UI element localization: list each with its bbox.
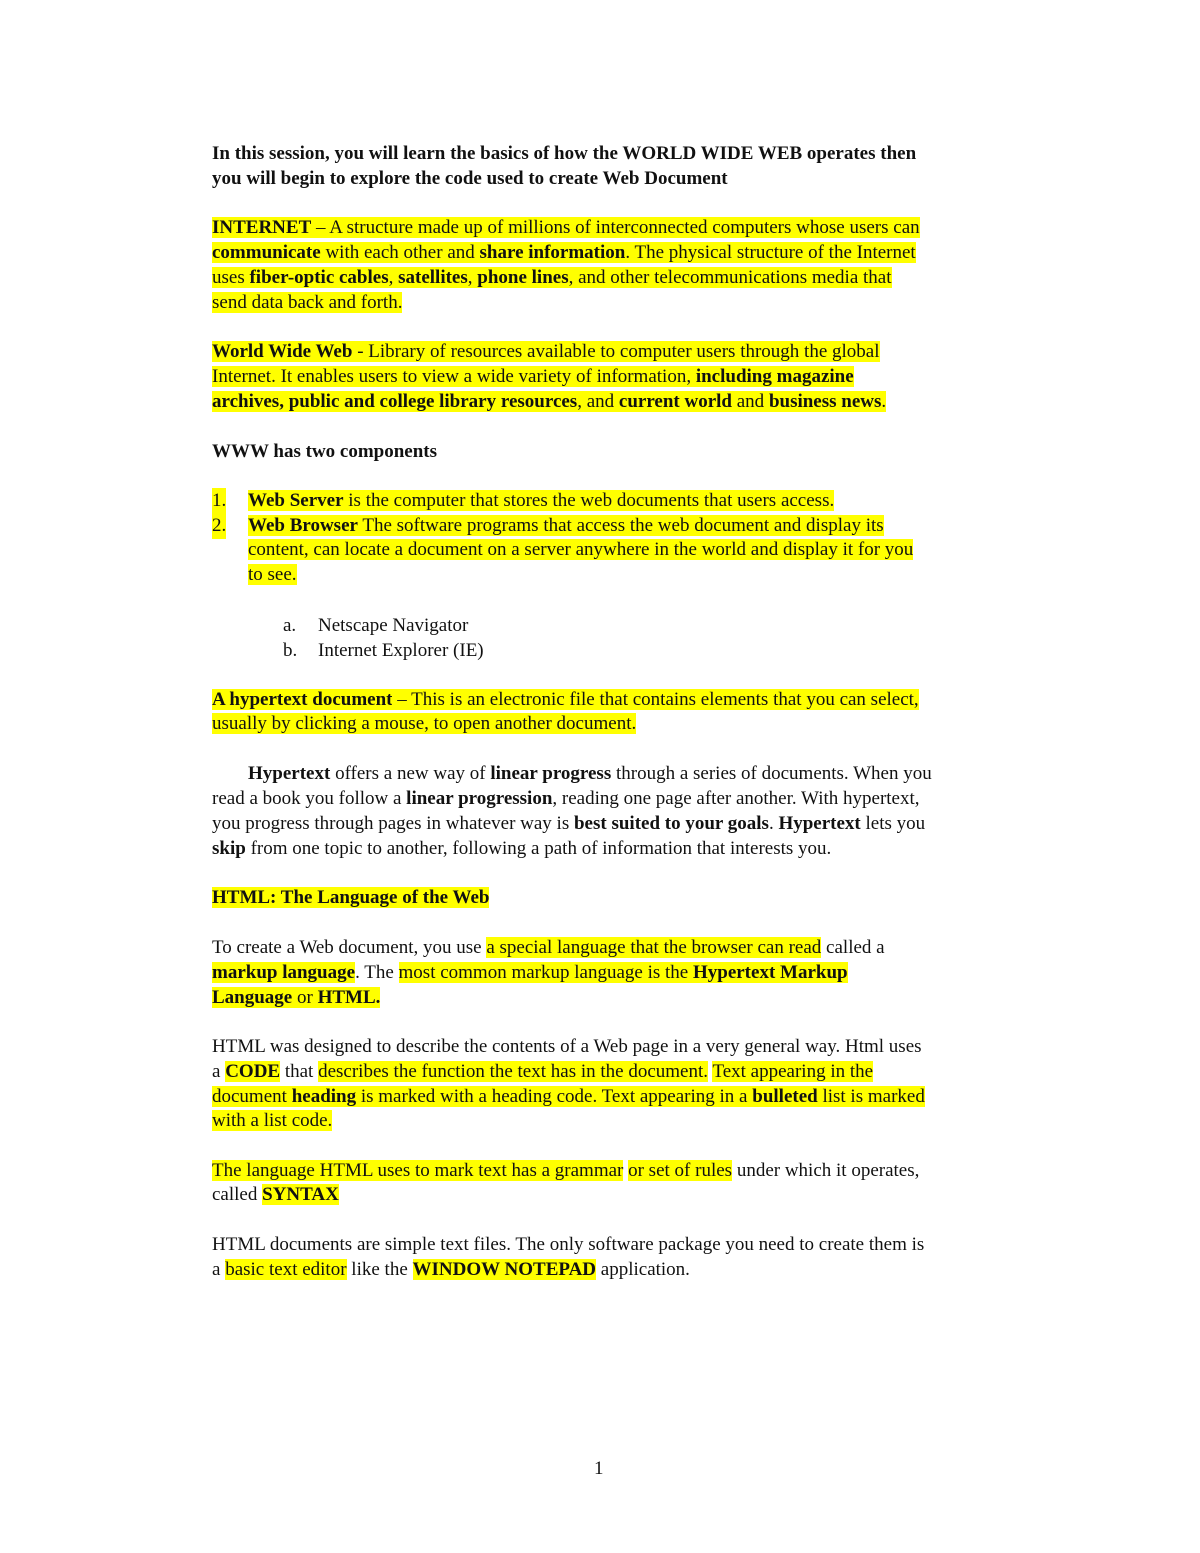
highlighted-text: usually by clicking a mouse, to open another document. xyxy=(212,713,637,734)
syntax-paragraph-line xyxy=(212,1158,919,1184)
list-marker: b. xyxy=(283,640,298,661)
intro-title-line xyxy=(212,166,728,192)
www-definition-line xyxy=(212,389,886,415)
highlighted-text: describes the function the text has in the document. xyxy=(318,1061,709,1082)
highlighted-text: The software programs that access the web document and display its xyxy=(357,515,884,536)
highlighted-text: is marked with a heading code. Text appearing in a xyxy=(356,1086,753,1107)
highlighted-text: HTML: The Language of the Web xyxy=(212,887,490,908)
highlighted-text: , xyxy=(467,267,478,288)
list-item-2-line xyxy=(248,562,297,588)
list-marker: 1. xyxy=(212,488,226,514)
highlighted-text: - Library of resources available to computer users through the global xyxy=(352,341,880,362)
text-run: HTML was designed to describe the contents of a Web page in a very general way. Html uses xyxy=(212,1036,922,1057)
highlighted-text: satellites xyxy=(398,267,468,288)
text-run: you progress through pages in whatever way is xyxy=(212,813,574,834)
bold-text: you will begin to explore the code used to create Web Document xyxy=(212,168,728,189)
highlighted-text: list is marked xyxy=(817,1086,925,1107)
list-marker: a. xyxy=(283,615,297,636)
text-run: HTML documents are simple text files. The only software package you need to create them is xyxy=(212,1234,925,1255)
highlighted-text: Web Server xyxy=(248,490,344,511)
text-run: from one topic to another, following a path of information that interests you. xyxy=(245,838,832,859)
highlighted-text: is the computer that stores the web documents that users access. xyxy=(343,490,835,511)
highlighted-text: content, can locate a document on a server anywhere in the world and display it for you xyxy=(248,539,914,560)
highlighted-text: or set of rules xyxy=(628,1160,733,1181)
highlighted-text: – A structure made up of millions of interconnected computers whose users can xyxy=(311,217,920,238)
bold-text: In this session, you will learn the basics of how the WORLD WIDE WEB operates then xyxy=(212,143,917,164)
highlighted-text: heading xyxy=(291,1086,357,1107)
hypertext-paragraph-line xyxy=(248,761,932,787)
highlighted-text: most common markup language is the xyxy=(398,962,693,983)
text-run: Netscape Navigator xyxy=(318,615,469,636)
highlighted-text: A hypertext document xyxy=(212,689,393,710)
hypertext-paragraph-line xyxy=(212,786,920,812)
bold-text: skip xyxy=(212,838,246,859)
highlighted-text: Language xyxy=(212,987,293,1008)
highlighted-text: business news xyxy=(768,391,882,412)
highlighted-text: current world xyxy=(618,391,732,412)
highlighted-text: phone lines xyxy=(477,267,569,288)
highlighted-text: with a list code. xyxy=(212,1110,333,1131)
text-run: offers a new way of xyxy=(330,763,491,784)
list-item-2-line xyxy=(248,537,913,563)
www-components-heading-line xyxy=(212,439,437,465)
highlighted-text: SYNTAX xyxy=(262,1184,339,1205)
internet-definition-line xyxy=(212,215,920,241)
html-heading-line xyxy=(212,885,489,911)
hypertext-paragraph-line xyxy=(212,836,831,862)
internet-definition-line xyxy=(212,290,402,316)
text-run: that xyxy=(280,1061,319,1082)
hypertext-document-definition-line xyxy=(212,687,919,713)
markup-paragraph-line xyxy=(212,935,885,961)
highlighted-text: HTML. xyxy=(317,987,381,1008)
highlighted-text: , and xyxy=(577,391,619,412)
hypertext-document-definition-line xyxy=(212,711,636,737)
text-run: under which it operates, xyxy=(732,1160,920,1181)
internet-definition-line xyxy=(212,265,892,291)
text-run: lets you xyxy=(860,813,926,834)
highlighted-text: WINDOW NOTEPAD xyxy=(412,1259,597,1280)
highlighted-text: send data back and forth. xyxy=(212,292,403,313)
highlighted-text: . xyxy=(881,391,887,412)
html-code-paragraph-line xyxy=(212,1108,332,1134)
text-run: . xyxy=(768,813,779,834)
highlighted-text: share information xyxy=(479,242,626,263)
highlighted-text: document xyxy=(212,1086,292,1107)
text-run: , reading one page after another. With hypertext, xyxy=(552,788,920,809)
text-run: . The xyxy=(355,962,399,983)
bold-text: linear progression xyxy=(406,788,553,809)
bold-text: Hypertext xyxy=(778,813,861,834)
www-definition-line xyxy=(212,364,854,390)
highlighted-text: CODE xyxy=(225,1061,281,1082)
sublist-item-a-line xyxy=(318,613,468,639)
text-run: a xyxy=(212,1259,226,1280)
text-run: application. xyxy=(596,1259,690,1280)
highlighted-text: . The physical structure of the Internet xyxy=(625,242,916,263)
highlighted-text: Hypertext Markup xyxy=(692,962,848,983)
page-number: 1 xyxy=(594,1458,604,1479)
highlighted-text: Web Browser xyxy=(248,515,358,536)
bold-text: Hypertext xyxy=(248,763,331,784)
highlighted-text: markup language xyxy=(212,962,356,983)
highlighted-text: including magazine xyxy=(695,366,854,387)
text-run: called a xyxy=(821,937,885,958)
highlighted-text: – This is an electronic file that contains elements that you can select, xyxy=(392,689,919,710)
highlighted-text: with each other and xyxy=(320,242,480,263)
list-item-2-line xyxy=(248,513,884,539)
highlighted-text: uses xyxy=(212,267,250,288)
highlighted-text: archives, public and college library resources xyxy=(212,391,578,412)
notepad-paragraph-line xyxy=(212,1232,924,1258)
html-code-paragraph-line xyxy=(212,1034,922,1060)
internet-definition-line xyxy=(212,240,916,266)
markup-paragraph-line xyxy=(212,960,848,986)
text-run: called xyxy=(212,1184,263,1205)
highlighted-text: fiber-optic cables xyxy=(249,267,389,288)
highlighted-text: World Wide Web xyxy=(212,341,353,362)
bold-text: WWW has two components xyxy=(212,441,438,462)
highlighted-text: bulleted xyxy=(752,1086,818,1107)
bold-text: best suited to your goals xyxy=(573,813,769,834)
highlighted-text: , xyxy=(388,267,399,288)
bold-text: linear progress xyxy=(490,763,612,784)
highlighted-text: Internet. It enables users to view a wide variety of information, xyxy=(212,366,696,387)
text-run: a xyxy=(212,1061,226,1082)
notepad-paragraph-line xyxy=(212,1257,690,1283)
hypertext-paragraph-line xyxy=(212,811,925,837)
text-run: Internet Explorer (IE) xyxy=(318,640,484,661)
highlighted-text: communicate xyxy=(212,242,321,263)
text-run: To create a Web document, you use xyxy=(212,937,487,958)
highlighted-text: Text appearing in the xyxy=(712,1061,874,1082)
www-definition-line xyxy=(212,339,880,365)
list-item-1-line xyxy=(248,488,834,514)
html-code-paragraph-line xyxy=(212,1059,873,1085)
highlighted-text: , and other telecommunications media that xyxy=(568,267,892,288)
highlighted-text: or xyxy=(292,987,318,1008)
sublist-item-b-line xyxy=(318,638,484,664)
markup-paragraph-line xyxy=(212,985,380,1011)
highlighted-text: to see. xyxy=(248,564,297,585)
text-run: through a series of documents. When you xyxy=(611,763,932,784)
highlighted-text: The language HTML uses to mark text has a grammar xyxy=(212,1160,624,1181)
text-run: read a book you follow a xyxy=(212,788,407,809)
syntax-paragraph-line xyxy=(212,1182,339,1208)
highlighted-text: basic text editor xyxy=(225,1259,347,1280)
list-marker: 2. xyxy=(212,513,226,539)
html-code-paragraph-line xyxy=(212,1084,925,1110)
highlighted-text: INTERNET xyxy=(212,217,312,238)
highlighted-text: a special language that the browser can read xyxy=(486,937,822,958)
text-run: like the xyxy=(346,1259,413,1280)
highlighted-text: and xyxy=(732,391,769,412)
intro-title-line xyxy=(212,141,916,167)
